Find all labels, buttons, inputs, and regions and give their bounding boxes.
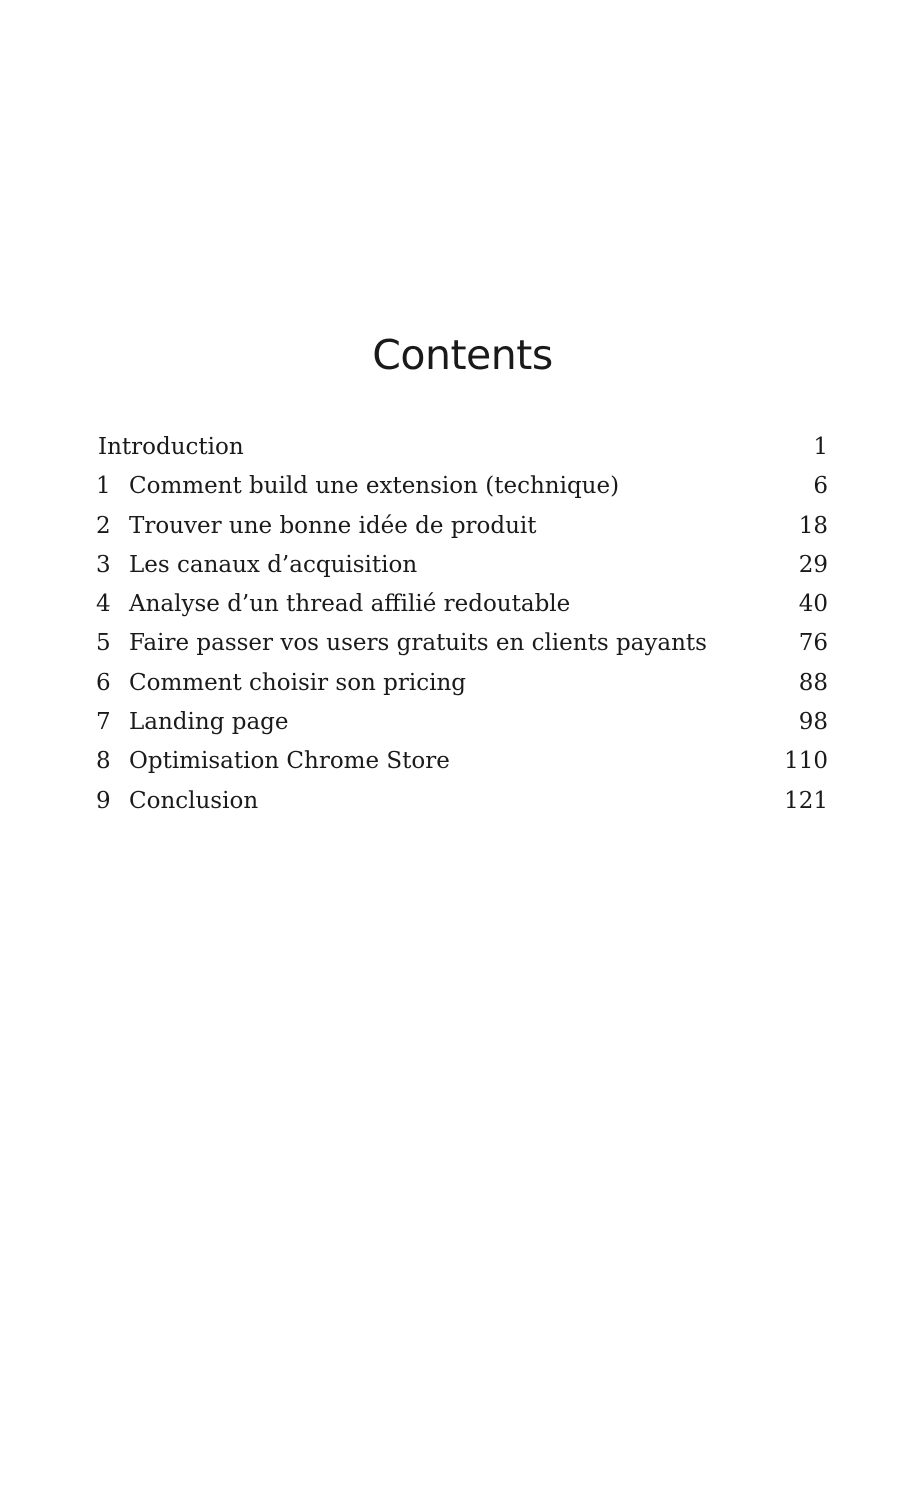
- toc-entry-title: Landing page: [129, 709, 289, 736]
- toc-entry-page-number: 40: [798, 591, 828, 618]
- toc-entry-chapter-5[interactable]: [96, 624, 828, 663]
- toc-entry-page-number: 29: [798, 551, 828, 578]
- toc-entry-number: 6: [96, 669, 111, 696]
- toc-entry-title: Comment choisir son pricing: [129, 669, 467, 696]
- toc-entry-chapter-6[interactable]: [96, 664, 828, 703]
- toc-entry-title: Optimisation Chrome Store: [129, 748, 450, 775]
- toc-entry-chapter-8[interactable]: [96, 742, 828, 781]
- toc-entry-chapter-7[interactable]: [96, 703, 828, 742]
- toc-entry-page-number: 110: [784, 748, 828, 775]
- toc-entry-chapter-1[interactable]: [96, 467, 828, 506]
- toc-entry-number: 7: [96, 709, 111, 736]
- toc-entry-number: 8: [96, 748, 111, 775]
- toc-entry-number: 2: [96, 512, 111, 539]
- toc-entry-page-number: 6: [813, 473, 828, 500]
- toc-entry-number: 9: [96, 787, 111, 814]
- toc-entry-page-number: 76: [798, 630, 828, 657]
- toc-entry-title: Les canaux d’acquisition: [129, 551, 418, 578]
- toc-entry-introduction[interactable]: [96, 428, 828, 467]
- toc-entry-title: Analyse d’un thread affilié redoutable: [129, 591, 571, 618]
- toc-entry-number: 5: [96, 630, 111, 657]
- toc-entry-page-number: 1: [813, 434, 828, 460]
- toc-entry-chapter-9[interactable]: [96, 782, 828, 821]
- toc-entry-title: Introduction: [98, 434, 244, 460]
- toc-entry-page-number: 98: [798, 709, 828, 736]
- toc-entry-title: Comment build une extension (technique): [129, 473, 620, 500]
- toc-entry-page-number: 88: [798, 669, 828, 696]
- toc-entry-chapter-4[interactable]: [96, 585, 828, 624]
- table-of-contents: [96, 428, 828, 821]
- page-title: Contents: [372, 331, 553, 380]
- toc-entry-number: 1: [96, 473, 111, 500]
- toc-entry-page-number: 18: [798, 512, 828, 539]
- toc-entry-number: 4: [96, 591, 111, 618]
- toc-entry-chapter-2[interactable]: [96, 507, 828, 546]
- toc-entry-chapter-3[interactable]: [96, 546, 828, 585]
- toc-entry-title: Conclusion: [129, 787, 259, 814]
- toc-entry-page-number: 121: [784, 787, 828, 814]
- toc-entry-title: Trouver une bonne idée de produit: [129, 512, 537, 539]
- toc-entry-title: Faire passer vos users gratuits en clients payants: [129, 630, 707, 657]
- toc-entry-number: 3: [96, 551, 111, 578]
